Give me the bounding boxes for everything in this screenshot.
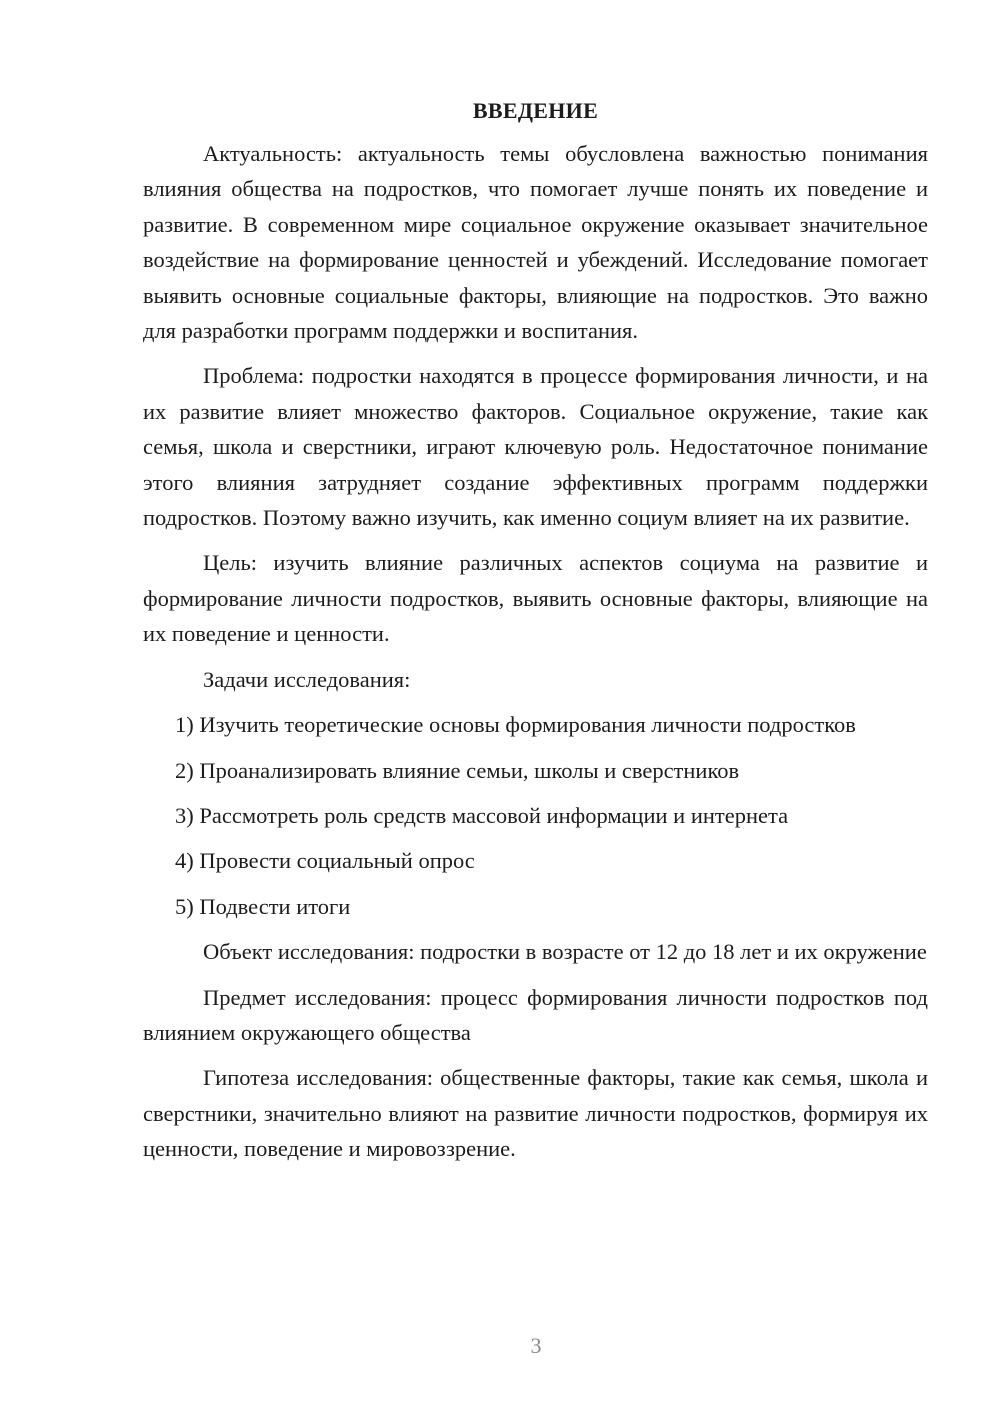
tasks-list [143, 707, 928, 924]
page-number: 3 [530, 1333, 542, 1358]
paragraph-relevance: Актуальность: актуальность темы обусловлена важностью понимания влияния общества на подростков, что помогает лучше понять их поведение и развитие. В современном мире социальное окружение оказывает значительное воздействие на формирование ценностей и убеждений. Исследование помогает выявить основные социальные факторы, влияющие на подростков. Это важно для разработки программ поддержки и воспитания. [143, 141, 928, 344]
page-title: ВВЕДЕНИЕ [472, 98, 599, 123]
list-item: 5) Подвести итоги [175, 893, 351, 919]
list-item: 1) Изучить теоретические основы формирования личности подростков [175, 712, 856, 738]
paragraph-goal: Цель: изучить влияние различных аспектов социума на развитие и формирование личности подростков, выявить основные факторы, влияющие на их поведение и ценности. [143, 550, 928, 647]
paragraph-problem: Проблема: подростки находятся в процессе формирования личности, и на их развитие влияет множество факторов. Социальное окружение, такие как семья, школа и сверстники, играют ключевую роль. Недостаточное понимание этого влияния затрудняет создание эффективных программ поддержки подростков. Поэтому важно изучить, как именно социум влияет на их развитие. [143, 363, 928, 531]
tasks-heading: Задачи исследования: [203, 666, 411, 692]
paragraph-subject: Предмет исследования: процесс формирования личности подростков под влиянием окружающего общества [143, 984, 928, 1045]
list-item: 2) Проанализировать влияние семьи, школы и сверстников [175, 757, 740, 783]
page-content [143, 96, 928, 1177]
paragraph-object: Объект исследования: подростки в возрасте от 12 до 18 лет и их окружение [203, 939, 927, 965]
paragraph-hypothesis: Гипотеза исследования: общественные факторы, такие как семья, школа и сверстники, значительно влияют на развитие личности подростков, формируя их ценности, поведение и мировоззрение. [143, 1065, 928, 1162]
list-item: 3) Рассмотреть роль средств массовой информации и интернета [175, 802, 789, 828]
list-item: 4) Провести социальный опрос [175, 848, 475, 874]
